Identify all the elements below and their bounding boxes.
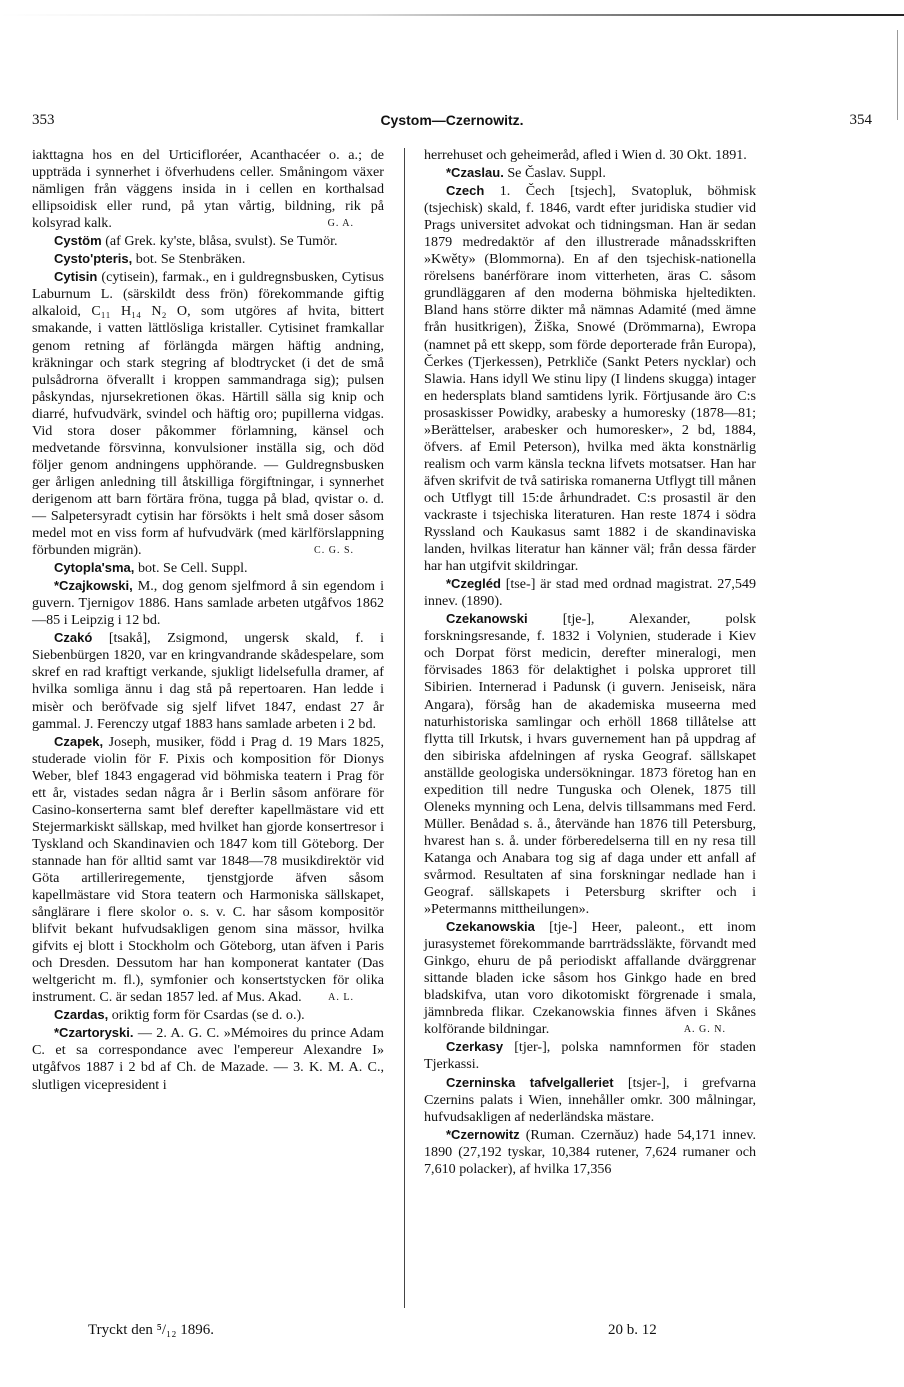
- entry-headword: Cystöm: [54, 233, 102, 249]
- dictionary-entry: [32, 250, 384, 268]
- entry-text: [tje-], Alexander, polsk forskningsresande, f. 1832 i Volynien, studerade i Kiev och Dorpat först medicin, derefter mineralogi, men förvisades 1863 för delaktighet i polska upproret till Sibirien. Internerad i Padunsk (i guvern. Jeniseisk, nära Angara), försåg han de akademiska museerna med naturhistoriska samlingar och erhöll 1868 tillåtelse att flytta till Irkutsk, i hvars guvernement han på uppdrag af den sibiriska afdelningen af ryska Geograf. sällskapet anställde geologiska undersökningar. 1873 företog han en expedition till nedre Tunguska och Olenek, 1875 till Oleneks mynning och Lena, delvis tillsammans med Ferd. Müller. Benådad s. å., återvände han 1876 till Petersburg, hvarest han s. å. under förberedelserna till en ny resa till Katanga och Anabara tog sig af daga under ett anfall af svårmod. Resultaten af sina forskningar nedlade han i Geograf. sällskapets i Petersburg skrifter och i »Petermanns mittheilungen».: [424, 611, 756, 918]
- dictionary-entry: [424, 182, 756, 575]
- author-signature: G. A.: [327, 218, 354, 230]
- dictionary-entry: [424, 918, 756, 1038]
- dictionary-entry: [424, 610, 756, 918]
- page-number-left: 353: [32, 112, 55, 128]
- dictionary-entry: [32, 268, 384, 559]
- entry-headword: *Czajkowski,: [54, 578, 133, 594]
- author-signature: C. G. S.: [314, 545, 354, 557]
- entry-headword: Cytopla'sma,: [54, 560, 135, 576]
- page-header: [32, 112, 872, 136]
- left-column: [32, 147, 384, 1094]
- scan-top-rule: [0, 14, 904, 16]
- entry-text: iakttagna hos en del Urticifloréer, Acanthacéer o. a.; de uppträda i synnerhet i öfverhudens celler. Småningom växer nämligen från väggens insida in i cellen en korthalsad ellipsoidisk eller rund, på ytan vårtig, bildning, rik på kolsyrad kalk.: [32, 147, 384, 232]
- entry-headword: Czakó: [54, 630, 93, 646]
- entry-headword: Cytisin: [54, 269, 98, 285]
- entry-text: Se Časlav. Suppl.: [507, 165, 606, 182]
- entry-headword: Czerninska tafvelgalleriet: [446, 1074, 614, 1090]
- entry-headword: *Czaslau.: [446, 165, 504, 181]
- entry-headword: *Czernowitz: [446, 1126, 520, 1142]
- dictionary-entry: [32, 559, 384, 577]
- right-column: [424, 147, 756, 1178]
- entry-text: (af Grek. ky'ste, blåsa, svulst). Se Tumör.: [105, 233, 338, 250]
- dictionary-entry: [32, 147, 384, 232]
- entry-text: [tsjer-], i grefvarna Czernins palats i Wien, innehåller omkr. 300 målningar, hufvudsakligen af nederländska mästare.: [424, 1074, 756, 1125]
- entry-text: M., dog genom sjelfmord å sin egendom i guvern. Tjernigov 1886. Hans samlade arbeten utgåfvos 1862—85 i Leipzig i 12 bd.: [32, 578, 384, 629]
- entry-headword: Czech: [446, 183, 485, 199]
- print-date: Tryckt den ⁵/₁₂ 1896.: [88, 1322, 214, 1338]
- entry-headword: Czerkasy: [446, 1039, 504, 1055]
- dictionary-entry: [32, 577, 384, 629]
- entry-text: bot. Se Cell. Suppl.: [137, 560, 248, 577]
- column-divider: [404, 148, 405, 1308]
- entry-headword: Czapek,: [54, 733, 104, 749]
- entry-headword: Czekanowski: [446, 611, 528, 627]
- entry-text: — 2. A. G. C. »Mémoires du prince Adam C. et sa correspondance avec l'empereur Alexandre I» utgåfvos 1887 i 2 bd af Ch. de Mazade. — 3. K. M. A. C., slutligen vicepresident i: [32, 1025, 384, 1093]
- entry-text: [tsakå], Zsigmond, ungersk skald, f. i Siebenbürgen 1820, var en kringvandrande skådespelare, som skref en rad kraftigt verkande, sjukligt lidelsefulla dramer, af hvilka somliga ännu i dag stå på repertoaren. Han ledde i misèr och beröfvade sig sjelf lifvet 1847, endast 27 år gammal. J. Ferenczy utgaf 1883 hans samlade arbeten i 2 bd.: [32, 630, 384, 732]
- entry-headword: Czekanowskia: [446, 919, 535, 935]
- entry-text: oriktig form för Csardas (se d. o.).: [111, 1007, 305, 1024]
- dictionary-entry: [32, 1024, 384, 1093]
- scan-edge-mark: [897, 30, 898, 120]
- page-footer: [32, 1322, 872, 1344]
- author-signature: A. G. N.: [683, 1024, 726, 1036]
- dictionary-entry: [424, 164, 756, 182]
- running-title: Cystom—Czernowitz.: [380, 112, 524, 128]
- entry-text: [tse-] är stad med ordnad magistrat. 27,549 innev. (1890).: [424, 576, 756, 610]
- dictionary-entry: [32, 629, 384, 732]
- entry-text: 1. Čech [tsjech], Svatopluk, böhmisk (tsjechisk) skald, f. 1846, vardt efter juridiska studier vid Prags universitet advokat och tidningsman. Han är sedan 1879 medredaktör af den illustrerade månadsskriften »Kwěty» (Blommorna). En af den tsjechisk-nationella rörelsens banérförare inom vitterheten, äras C. såsom grundläggaren af den moderna böhmiska hjeltedikten. Bland hans större dikter må nämnas Adamité (med ämne från husitkrigen), Žiška, Snowé (Drömmarna), Ewropa (namnet på ett skepp, som förde deporterade från Europa), Čerkes (Tjerkessen), Petrkliče (Sankt Peters nycklar) och Slawia. Hans idyll We stinu lipy (I lindens skugga) intager en hedersplats bland samtidens lyrik. Förtjusande äro C:s prosaskisser Powidky, arabesky a humoresky (1878—81; »Berättelser, arabesker och humoresker», 2 bd, 1884, öfvers. af Emil Peterson), hvilka med äkta konstnärlig realism och varm känsla teckna lifvets motsatser. Han har äfven skrifvit de två satiriska romanerna Utflygt till månen och Utflygt till 15:de århundradet. C:s prosastil är den vackraste i tsjechiska literaturen. Han reste 1874 i södra Ryssland och Kaukasus samt 1882 i de skandinaviska landen, hvilkas literatur han känner väl; från dessa färder har han utgifvit skildringar.: [424, 183, 756, 575]
- entry-text: (cytisein), farmak., en i guldregnsbusken, Cytisus Laburnum L. (särskildt dess frön) förekommande giftig alkaloid, C₁₁ H₁₄ N₂ O, som utgöres af hvita, bittert smakande, i vatten lättlösliga kristaller. Cytisinet framkallar genom retning af förlängda märgen häftig andning, kräkningar och stark stegring af blodtrycket (i det de små pulsådrorna öfverallt i kroppen sammandraga sig); pulsen påskyndas, njursekretionen ökas. Härtill sälla sig knip och diarré, hufvudvärk, svindel och häftig oro; pupillerna vidgas. Vid stora doser påkommer förlamning, känsel och medvetande försvinna, konvulsioner inställa sig, och död följer genom andningens upphörande. — Guldregnsbusken ger årligen anledning till åtskilliga förgiftningar, i synnerhet derigenom att barn förtära fröna, tugga på blad, qvistar o. d. — Salpetersyradt cytisin har försökts i helt små doser såsom medel mot en viss form af hufvudvärk (med kärlförslappning förbunden migrän).: [32, 269, 384, 559]
- dictionary-entry: [424, 1074, 756, 1126]
- dictionary-entry: [424, 1038, 756, 1073]
- entry-headword: Cysto'pteris,: [54, 251, 133, 267]
- entry-headword: *Czegléd: [446, 576, 501, 592]
- entry-text: [tje-] Heer, paleont., ett inom jurasystemet förekommande barrträdssläkte, förvandt med Ginkgo, ehuru de på periodiskt affallande dvärggrenar sittande bladen icke såsom hos Ginkgo hade en bred bladskifva, utan voro dikotomiskt förgrenade i smala, jämnbreda flikar. Czekanowskia finnes äfven i Skånes kolförande bildningar.: [424, 919, 756, 1038]
- dictionary-entry: [424, 147, 756, 164]
- entry-headword: Czardas,: [54, 1007, 109, 1023]
- dictionary-entry: [424, 1126, 756, 1178]
- author-signature: A. L.: [328, 992, 354, 1004]
- entry-headword: *Czartoryski.: [54, 1025, 134, 1041]
- dictionary-entry: [424, 575, 756, 610]
- dictionary-entry: [32, 1006, 384, 1024]
- entry-text: herrehuset och geheimeråd, afled i Wien d. 30 Okt. 1891.: [424, 147, 747, 163]
- signature-mark: 20 b. 12: [608, 1322, 657, 1338]
- entry-text: [tjer-], polska namnformen för staden Tjerkassi.: [424, 1039, 756, 1073]
- entry-text: (Ruman. Czernăuz) hade 54,171 innev. 1890 (27,192 tyskar, 10,384 rutener, 7,624 rumaner och 7,610 polacker), af hvilka 17,356: [424, 1126, 756, 1177]
- page-number-right: 354: [849, 112, 872, 128]
- dictionary-entry: [32, 232, 384, 250]
- dictionary-entry: [32, 733, 384, 1007]
- entry-text: bot. Se Stenbräken.: [135, 251, 246, 268]
- entry-text: Joseph, musiker, född i Prag d. 19 Mars 1825, studerade violin för F. Pixis och komposition för Dionys Weber, blef 1843 engagerad vid böhmiska teatern i Prag för ett år, vistades sedan några år i Berlin såsom anförare för Casino-konserterna samt blef derefter kapellmästare vid ett Stejermarkiskt sällskap, med hvilket han gjorde konsertresor i Tyskland och Skandinavien och 1847 kom till Göteborg. Der stannade han för alltid samt var 1848—78 musikdirektör vid Göta artilleriregemente, tjenstgjorde äfven såsom kapellmästare vid Stora teatern och Harmoniska sällskapet, sånglärare i flere skolor o. s. v. C. har såsom kompositör blifvit bekant hufvudsakligen genom sina mässor, hvilka gifvits ej blott i Stockholm och Göteborg, utan äfven i Paris och Dresden. Dessutom har han komponerat kantater (Das weltgericht m. fl.), symfonier och konsertstycken för olika instrument. C. är sedan 1857 led. af Mus. Akad.: [32, 733, 384, 1006]
